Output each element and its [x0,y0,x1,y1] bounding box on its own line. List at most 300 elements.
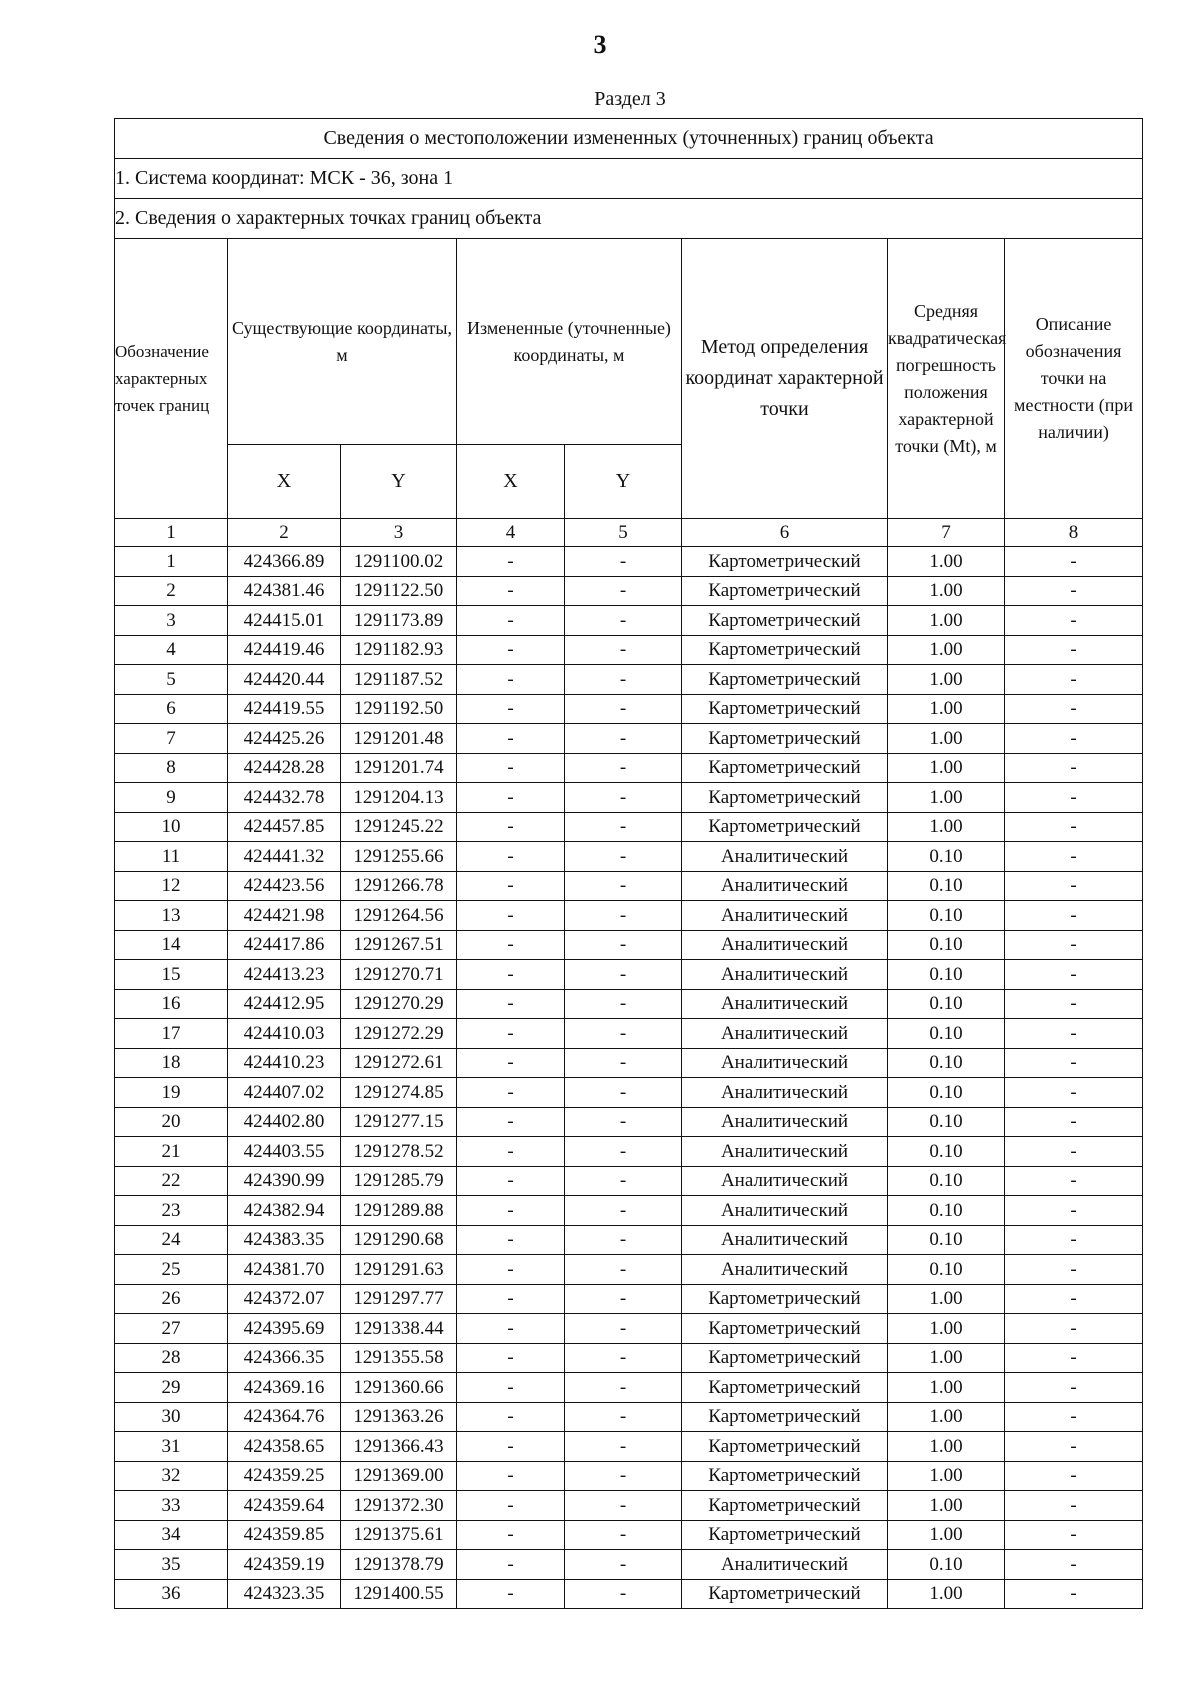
cell-accuracy: 1.00 [888,1284,1005,1314]
cell-changed-x: - [457,1166,565,1196]
cell-changed-y: - [565,1491,682,1521]
cell-point-number: 10 [115,812,228,842]
cell-description: - [1005,960,1143,990]
cell-method: Картометрический [682,547,888,577]
cell-changed-y: - [565,1225,682,1255]
cell-existing-x: 424395.69 [228,1314,341,1344]
cell-changed-y: - [565,1579,682,1609]
cell-point-number: 16 [115,989,228,1019]
cell-existing-y: 1291255.66 [341,842,457,872]
header-existing-coords: Существующие координаты, м [228,239,457,445]
table-row [115,1461,1143,1491]
cell-existing-x: 424417.86 [228,930,341,960]
cell-changed-x: - [457,901,565,931]
cell-changed-y: - [565,1284,682,1314]
cell-description: - [1005,1107,1143,1137]
cell-changed-x: - [457,812,565,842]
cell-accuracy: 0.10 [888,1196,1005,1226]
cell-accuracy: 1.00 [888,1461,1005,1491]
cell-method: Картометрический [682,1314,888,1344]
table-row [115,694,1143,724]
header-changed-x: X [457,445,565,519]
cell-method: Картометрический [682,1432,888,1462]
cell-accuracy: 1.00 [888,1402,1005,1432]
cell-description: - [1005,1314,1143,1344]
cell-description: - [1005,576,1143,606]
cell-point-number: 2 [115,576,228,606]
cell-existing-x: 424428.28 [228,753,341,783]
cell-description: - [1005,842,1143,872]
cell-point-number: 5 [115,665,228,695]
cell-changed-x: - [457,1107,565,1137]
cell-method: Аналитический [682,1048,888,1078]
table-row [115,1255,1143,1285]
cell-accuracy: 0.10 [888,1107,1005,1137]
cell-changed-x: - [457,665,565,695]
cell-changed-x: - [457,1520,565,1550]
header-method: Метод определения координат характерной точки [682,239,888,519]
cell-description: - [1005,1048,1143,1078]
cell-existing-y: 1291285.79 [341,1166,457,1196]
cell-existing-x: 424420.44 [228,665,341,695]
cell-existing-x: 424383.35 [228,1225,341,1255]
cell-existing-y: 1291187.52 [341,665,457,695]
header-accuracy: Средняя квадратическая погрешность положения характерной точки (Mt), м [888,239,1005,519]
cell-changed-x: - [457,989,565,1019]
cell-changed-y: - [565,724,682,754]
cell-changed-y: - [565,1550,682,1580]
cell-method: Аналитический [682,1225,888,1255]
cell-accuracy: 1.00 [888,783,1005,813]
cell-description: - [1005,1078,1143,1108]
column-number: 5 [565,519,682,547]
cell-method: Аналитический [682,871,888,901]
cell-changed-x: - [457,842,565,872]
cell-method: Аналитический [682,1019,888,1049]
cell-description: - [1005,1491,1143,1521]
table-row [115,1048,1143,1078]
cell-changed-x: - [457,724,565,754]
cell-changed-x: - [457,930,565,960]
cell-description: - [1005,1137,1143,1167]
cell-existing-y: 1291400.55 [341,1579,457,1609]
cell-description: - [1005,635,1143,665]
cell-method: Картометрический [682,783,888,813]
cell-point-number: 25 [115,1255,228,1285]
cell-description: - [1005,901,1143,931]
cell-point-number: 20 [115,1107,228,1137]
cell-changed-y: - [565,901,682,931]
cell-method: Аналитический [682,989,888,1019]
table-row [115,753,1143,783]
cell-changed-y: - [565,547,682,577]
cell-method: Аналитический [682,1255,888,1285]
cell-accuracy: 0.10 [888,960,1005,990]
cell-existing-y: 1291297.77 [341,1284,457,1314]
cell-point-number: 26 [115,1284,228,1314]
cell-existing-y: 1291266.78 [341,871,457,901]
cell-existing-x: 424323.35 [228,1579,341,1609]
cell-changed-y: - [565,1019,682,1049]
cell-existing-x: 424366.89 [228,547,341,577]
cell-description: - [1005,1284,1143,1314]
cell-description: - [1005,547,1143,577]
cell-changed-y: - [565,1432,682,1462]
table-row [115,1078,1143,1108]
cell-existing-x: 424372.07 [228,1284,341,1314]
cell-changed-y: - [565,753,682,783]
cell-existing-x: 424390.99 [228,1166,341,1196]
cell-changed-x: - [457,871,565,901]
cell-description: - [1005,724,1143,754]
column-number: 1 [115,519,228,547]
cell-changed-y: - [565,1166,682,1196]
cell-method: Картометрический [682,1491,888,1521]
cell-method: Картометрический [682,724,888,754]
cell-changed-x: - [457,1196,565,1226]
cell-description: - [1005,783,1143,813]
cell-accuracy: 0.10 [888,1048,1005,1078]
cell-existing-x: 424457.85 [228,812,341,842]
cell-description: - [1005,694,1143,724]
table-row [115,1284,1143,1314]
table-row [115,1491,1143,1521]
cell-method: Картометрический [682,665,888,695]
cell-existing-x: 424381.70 [228,1255,341,1285]
header-description: Описание обозначения точки на местности (при наличии) [1005,239,1143,519]
cell-description: - [1005,1432,1143,1462]
cell-existing-y: 1291264.56 [341,901,457,931]
cell-existing-y: 1291291.63 [341,1255,457,1285]
cell-method: Картометрический [682,812,888,842]
cell-existing-y: 1291182.93 [341,635,457,665]
cell-accuracy: 1.00 [888,1491,1005,1521]
cell-method: Картометрический [682,606,888,636]
table-row [115,1107,1143,1137]
cell-changed-y: - [565,871,682,901]
cell-changed-x: - [457,1373,565,1403]
cell-accuracy: 0.10 [888,1019,1005,1049]
cell-point-number: 24 [115,1225,228,1255]
cell-point-number: 6 [115,694,228,724]
header-existing-y: Y [341,445,457,519]
cell-method: Картометрический [682,1343,888,1373]
cell-method: Аналитический [682,960,888,990]
cell-description: - [1005,812,1143,842]
cell-point-number: 13 [115,901,228,931]
cell-existing-x: 424359.64 [228,1491,341,1521]
cell-changed-x: - [457,694,565,724]
cell-accuracy: 1.00 [888,753,1005,783]
cell-description: - [1005,1196,1143,1226]
cell-existing-x: 424413.23 [228,960,341,990]
cell-changed-x: - [457,606,565,636]
cell-accuracy: 0.10 [888,871,1005,901]
table-row [115,1432,1143,1462]
cell-point-number: 17 [115,1019,228,1049]
cell-existing-x: 424410.03 [228,1019,341,1049]
cell-existing-x: 424359.25 [228,1461,341,1491]
cell-existing-y: 1291363.26 [341,1402,457,1432]
table-row [115,989,1143,1019]
cell-description: - [1005,1166,1143,1196]
cell-existing-x: 424382.94 [228,1196,341,1226]
cell-point-number: 34 [115,1520,228,1550]
table-row [115,1550,1143,1580]
cell-existing-x: 424407.02 [228,1078,341,1108]
table-row [115,635,1143,665]
cell-description: - [1005,1520,1143,1550]
table-row [115,930,1143,960]
cell-existing-y: 1291278.52 [341,1137,457,1167]
points-heading: 2. Сведения о характерных точках границ объекта [115,199,1143,239]
cell-description: - [1005,871,1143,901]
cell-changed-y: - [565,989,682,1019]
cell-existing-y: 1291192.50 [341,694,457,724]
cell-existing-y: 1291375.61 [341,1520,457,1550]
cell-description: - [1005,989,1143,1019]
table-row [115,665,1143,695]
cell-changed-x: - [457,1402,565,1432]
cell-existing-x: 424403.55 [228,1137,341,1167]
cell-existing-y: 1291355.58 [341,1343,457,1373]
cell-description: - [1005,1019,1143,1049]
table-row [115,842,1143,872]
cell-changed-y: - [565,1402,682,1432]
cell-accuracy: 0.10 [888,1225,1005,1255]
cell-method: Картометрический [682,1402,888,1432]
cell-point-number: 14 [115,930,228,960]
cell-existing-y: 1291378.79 [341,1550,457,1580]
table-caption: Сведения о местоположении измененных (уточненных) границ объекта [115,119,1143,159]
table-row [115,1402,1143,1432]
cell-changed-y: - [565,960,682,990]
cell-existing-y: 1291272.29 [341,1019,457,1049]
boundary-points-table [114,118,1143,1609]
cell-method: Аналитический [682,901,888,931]
cell-changed-x: - [457,960,565,990]
table-row [115,1225,1143,1255]
cell-changed-x: - [457,1461,565,1491]
header-changed-coords: Измененные (уточненные) координаты, м [457,239,682,445]
cell-accuracy: 1.00 [888,812,1005,842]
column-number: 4 [457,519,565,547]
cell-existing-x: 424432.78 [228,783,341,813]
table-row [115,783,1143,813]
cell-existing-x: 424415.01 [228,606,341,636]
table-row [115,1373,1143,1403]
header-existing-x: X [228,445,341,519]
cell-method: Картометрический [682,1373,888,1403]
table-row [115,1166,1143,1196]
cell-changed-x: - [457,783,565,813]
cell-existing-y: 1291267.51 [341,930,457,960]
cell-point-number: 32 [115,1461,228,1491]
cell-point-number: 30 [115,1402,228,1432]
cell-existing-x: 424419.55 [228,694,341,724]
cell-existing-x: 424369.16 [228,1373,341,1403]
cell-existing-x: 424366.35 [228,1343,341,1373]
cell-method: Картометрический [682,1520,888,1550]
cell-accuracy: 1.00 [888,1314,1005,1344]
header-changed-y: Y [565,445,682,519]
cell-changed-y: - [565,1107,682,1137]
cell-existing-y: 1291274.85 [341,1078,457,1108]
cell-point-number: 36 [115,1579,228,1609]
cell-accuracy: 0.10 [888,901,1005,931]
cell-changed-y: - [565,606,682,636]
cell-description: - [1005,1579,1143,1609]
cell-point-number: 19 [115,1078,228,1108]
cell-existing-x: 424402.80 [228,1107,341,1137]
cell-point-number: 8 [115,753,228,783]
cell-existing-x: 424364.76 [228,1402,341,1432]
cell-accuracy: 1.00 [888,724,1005,754]
cell-accuracy: 0.10 [888,930,1005,960]
cell-changed-x: - [457,576,565,606]
cell-description: - [1005,1402,1143,1432]
cell-existing-y: 1291201.74 [341,753,457,783]
cell-accuracy: 1.00 [888,1520,1005,1550]
cell-point-number: 7 [115,724,228,754]
cell-existing-y: 1291366.43 [341,1432,457,1462]
cell-accuracy: 1.00 [888,635,1005,665]
table-row [115,1314,1143,1344]
cell-changed-x: - [457,1137,565,1167]
table-row [115,871,1143,901]
cell-existing-y: 1291289.88 [341,1196,457,1226]
cell-existing-y: 1291290.68 [341,1225,457,1255]
cell-method: Картометрический [682,694,888,724]
cell-changed-x: - [457,1579,565,1609]
cell-changed-x: - [457,1255,565,1285]
table-row [115,1196,1143,1226]
cell-accuracy: 0.10 [888,842,1005,872]
cell-description: - [1005,1550,1143,1580]
cell-changed-y: - [565,1461,682,1491]
table-row [115,606,1143,636]
table-row [115,812,1143,842]
cell-existing-y: 1291122.50 [341,576,457,606]
cell-changed-y: - [565,842,682,872]
cell-existing-y: 1291173.89 [341,606,457,636]
cell-method: Аналитический [682,1166,888,1196]
cell-accuracy: 0.10 [888,1255,1005,1285]
table-row [115,1579,1143,1609]
cell-changed-x: - [457,1314,565,1344]
cell-changed-x: - [457,547,565,577]
column-number: 3 [341,519,457,547]
cell-accuracy: 1.00 [888,1432,1005,1462]
cell-existing-x: 424425.26 [228,724,341,754]
cell-point-number: 33 [115,1491,228,1521]
cell-changed-x: - [457,1019,565,1049]
cell-changed-y: - [565,1137,682,1167]
cell-changed-x: - [457,1078,565,1108]
table-row [115,901,1143,931]
page-number: 3 [593,30,607,59]
cell-changed-y: - [565,1196,682,1226]
cell-existing-x: 424419.46 [228,635,341,665]
cell-accuracy: 1.00 [888,1343,1005,1373]
cell-changed-y: - [565,665,682,695]
cell-accuracy: 1.00 [888,606,1005,636]
cell-existing-x: 424359.19 [228,1550,341,1580]
column-number: 8 [1005,519,1143,547]
cell-accuracy: 0.10 [888,1166,1005,1196]
cell-changed-x: - [457,1491,565,1521]
cell-accuracy: 1.00 [888,576,1005,606]
cell-changed-y: - [565,576,682,606]
cell-existing-x: 424423.56 [228,871,341,901]
cell-method: Картометрический [682,576,888,606]
table-row [115,1137,1143,1167]
cell-existing-y: 1291369.00 [341,1461,457,1491]
cell-existing-y: 1291277.15 [341,1107,457,1137]
cell-accuracy: 1.00 [888,665,1005,695]
cell-accuracy: 1.00 [888,547,1005,577]
cell-method: Аналитический [682,1137,888,1167]
table-row [115,724,1143,754]
cell-point-number: 23 [115,1196,228,1226]
cell-description: - [1005,1373,1143,1403]
cell-changed-y: - [565,930,682,960]
cell-point-number: 18 [115,1048,228,1078]
cell-description: - [1005,753,1143,783]
column-number-row [115,519,1143,547]
cell-description: - [1005,1461,1143,1491]
cell-changed-x: - [457,635,565,665]
cell-existing-x: 424412.95 [228,989,341,1019]
cell-accuracy: 0.10 [888,989,1005,1019]
cell-changed-x: - [457,1432,565,1462]
table-row [115,960,1143,990]
cell-point-number: 11 [115,842,228,872]
cell-method: Аналитический [682,1196,888,1226]
cell-point-number: 35 [115,1550,228,1580]
cell-point-number: 28 [115,1343,228,1373]
cell-changed-y: - [565,1314,682,1344]
cell-method: Аналитический [682,1078,888,1108]
cell-point-number: 4 [115,635,228,665]
cell-method: Картометрический [682,753,888,783]
table-row [115,1019,1143,1049]
cell-description: - [1005,665,1143,695]
cell-existing-x: 424358.65 [228,1432,341,1462]
cell-accuracy: 0.10 [888,1550,1005,1580]
cell-existing-y: 1291201.48 [341,724,457,754]
table-row [115,1520,1143,1550]
cell-changed-y: - [565,812,682,842]
table-row [115,547,1143,577]
cell-existing-y: 1291270.71 [341,960,457,990]
cell-changed-y: - [565,1520,682,1550]
column-number: 6 [682,519,888,547]
cell-accuracy: 1.00 [888,1373,1005,1403]
cell-changed-y: - [565,1255,682,1285]
cell-existing-y: 1291338.44 [341,1314,457,1344]
cell-changed-x: - [457,1048,565,1078]
cell-existing-x: 424421.98 [228,901,341,931]
cell-existing-y: 1291272.61 [341,1048,457,1078]
cell-existing-y: 1291372.30 [341,1491,457,1521]
cell-changed-y: - [565,1343,682,1373]
section-title: Раздел 3 [594,88,666,110]
cell-changed-y: - [565,1048,682,1078]
cell-existing-x: 424410.23 [228,1048,341,1078]
cell-changed-y: - [565,783,682,813]
cell-existing-x: 424441.32 [228,842,341,872]
